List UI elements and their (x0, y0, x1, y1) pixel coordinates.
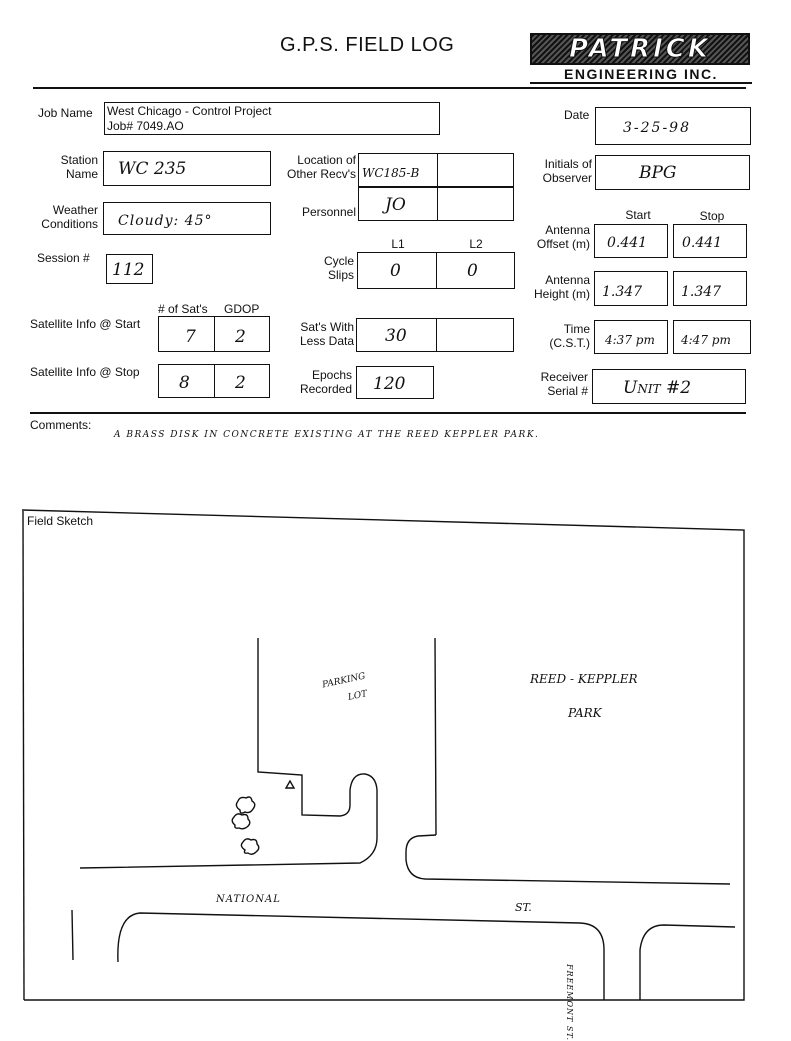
receiver-serial-value: Unit #2 (623, 378, 692, 398)
weather-field[interactable] (103, 202, 271, 235)
parking-lot-outline (258, 638, 377, 838)
cycle-slips-l1-value: 0 (390, 261, 401, 281)
parking-label: PARKING (321, 671, 367, 691)
antenna-offset-stop-value: 0.441 (682, 235, 723, 251)
header-rule (33, 87, 746, 89)
job-name-line2: Job# 7049.AO (107, 119, 184, 133)
date-value: 3-25-98 (623, 120, 691, 136)
cycle-slips-l2-value: 0 (467, 261, 478, 281)
tree-symbol-2 (232, 814, 250, 829)
initials-field[interactable] (595, 155, 750, 190)
start-column-label: Start (625, 208, 651, 222)
gdop-column-label: GDOP (224, 302, 260, 316)
less-data-field-2[interactable] (436, 318, 514, 352)
epochs-value: 120 (373, 374, 406, 394)
sat-start-num-value: 7 (185, 327, 196, 347)
antenna-height-stop-field[interactable] (673, 271, 747, 306)
antenna-height-label: Antenna Height (m) (533, 273, 590, 301)
receiver-serial-field[interactable] (592, 369, 746, 404)
comments-rule (30, 412, 746, 414)
l2-label: L2 (469, 237, 483, 251)
station-name-value: WC 235 (118, 159, 187, 179)
freemont-st-label: FREEMONT ST. (565, 964, 574, 1041)
field-sketch-label: Field Sketch (27, 514, 94, 528)
personnel-value: JO (385, 195, 406, 215)
sat-stop-gdop-field[interactable] (214, 364, 270, 398)
time-start-value: 4:37 pm (605, 333, 655, 347)
date-label: Date (564, 108, 590, 122)
initials-value: BPG (639, 163, 677, 183)
sketch-frame-left (23, 511, 24, 1000)
parking-entrance-right (406, 835, 730, 884)
control-point-triangle (286, 781, 294, 788)
cycle-slips-l1-field[interactable] (357, 252, 437, 289)
time-stop-field[interactable] (673, 320, 751, 354)
park-label: PARK (568, 706, 602, 720)
national-st-suffix-label: ST. (515, 901, 532, 914)
time-stop-value: 4:47 pm (681, 333, 731, 347)
epochs-field[interactable] (356, 366, 434, 399)
station-name-field[interactable] (103, 151, 271, 186)
less-data-field-1[interactable] (356, 318, 437, 352)
job-name-field[interactable] (104, 102, 440, 135)
sat-stop-gdop-value: 2 (235, 373, 246, 393)
comments-label: Comments: (30, 418, 92, 432)
weather-value: Cloudy: 45° (118, 213, 213, 229)
park-name-label: REED - KEPPLER (530, 672, 638, 686)
sat-start-gdop-value: 2 (235, 327, 246, 347)
parking-entrance-curve (80, 838, 377, 868)
num-sats-column-label: # of Sat's (158, 302, 208, 316)
receiver-serial-label: Receiver Serial # (540, 370, 588, 398)
sat-stop-num-value: 8 (179, 373, 190, 393)
cycle-slips-l2-field[interactable] (436, 252, 515, 289)
less-data-label: Sat's With Less Data (299, 320, 354, 348)
session-field[interactable] (106, 254, 153, 284)
epochs-label: Epochs Recorded (299, 368, 352, 396)
time-label: Time (C.S.T.) (549, 322, 590, 350)
antenna-offset-start-field[interactable] (594, 224, 668, 258)
station-name-label: Station Name (60, 153, 98, 181)
job-name-line1: West Chicago - Control Project (107, 104, 272, 118)
parking-lot-right-edge (435, 638, 436, 835)
antenna-height-start-field[interactable] (594, 271, 668, 306)
session-value: 112 (112, 260, 145, 280)
satellite-info-stop-label: Satellite Info @ Stop (30, 365, 140, 379)
antenna-offset-label: Antenna Offset (m) (536, 223, 590, 251)
page-title: G.P.S. FIELD LOG (280, 34, 455, 56)
sketch-frame (22, 510, 744, 1000)
personnel-field-1[interactable] (358, 187, 438, 221)
antenna-height-stop-value: 1.347 (681, 284, 722, 300)
lot-label: LOT (347, 689, 369, 703)
sat-start-num-field[interactable] (158, 316, 215, 352)
company-logo: PATRICK (530, 33, 750, 65)
satellite-info-start-label: Satellite Info @ Start (30, 317, 141, 331)
time-start-field[interactable] (594, 320, 668, 354)
job-name-label: Job Name (38, 106, 93, 120)
personnel-field-2[interactable] (437, 187, 514, 221)
location-value: WC185-B (362, 166, 420, 180)
location-field-1[interactable] (358, 153, 438, 187)
session-label: Session # (37, 251, 90, 265)
initials-label: Initials of Observer (542, 157, 592, 185)
date-field[interactable] (595, 107, 751, 145)
personnel-label: Personnel (301, 205, 356, 219)
less-data-value: 30 (385, 326, 407, 346)
antenna-offset-start-value: 0.441 (607, 235, 648, 251)
tree-symbol-3 (241, 839, 258, 854)
antenna-offset-stop-field[interactable] (673, 224, 747, 258)
company-logo-subtitle: ENGINEERING INC. (530, 66, 752, 84)
antenna-height-start-value: 1.347 (602, 284, 643, 300)
national-st-label: NATIONAL (216, 894, 281, 905)
stop-column-label: Stop (699, 209, 725, 223)
location-field-2[interactable] (437, 153, 514, 187)
tree-symbol-1 (236, 797, 254, 813)
sat-start-gdop-field[interactable] (214, 316, 270, 352)
national-st-south-curb (72, 910, 604, 1000)
l1-label: L1 (391, 237, 405, 251)
cycle-slips-label: Cycle Slips (323, 254, 354, 282)
sat-stop-num-field[interactable] (158, 364, 215, 398)
weather-label: Weather Conditions (41, 203, 98, 231)
freemont-st-east-curb (640, 925, 735, 1000)
location-label: Location of Other Recv's (287, 153, 356, 181)
comments-value: A BRASS DISK IN CONCRETE EXISTING AT THE REED KEPPLER PARK. (114, 430, 540, 440)
